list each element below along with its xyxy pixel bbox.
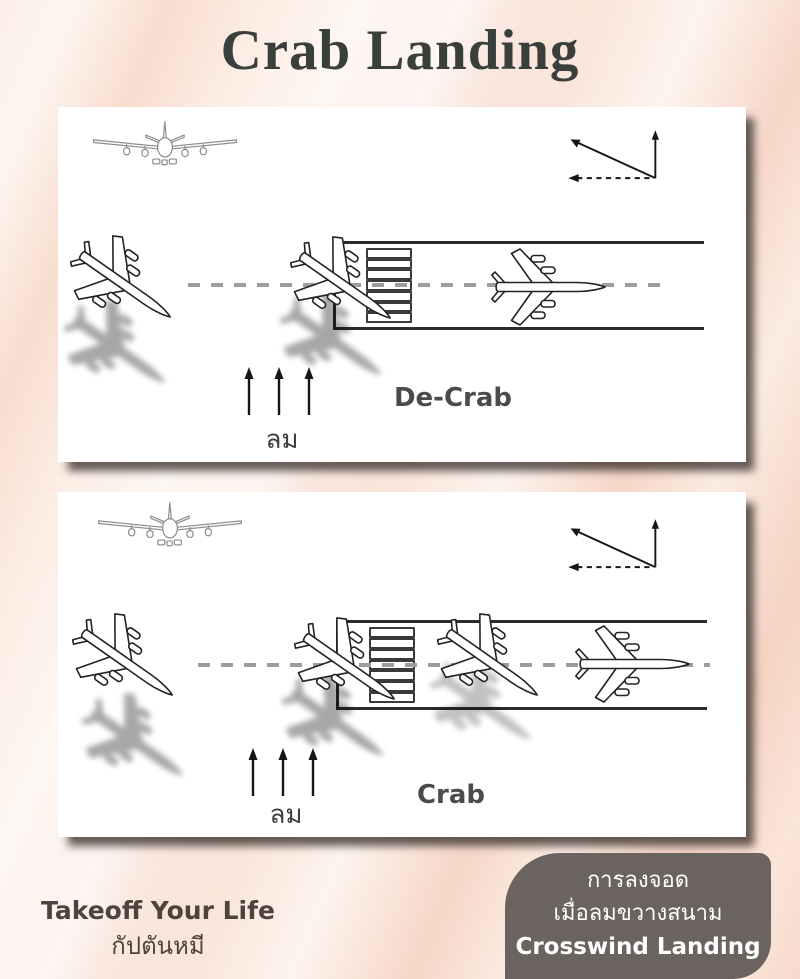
- brand-name: Takeoff Your Life: [41, 896, 275, 925]
- wind-arrow-icon: [306, 746, 320, 798]
- wind-vector-diagram-icon: [558, 119, 676, 193]
- panel-crab: [58, 492, 746, 837]
- wind-label: ลม: [265, 425, 299, 455]
- wind-arrow-icon: [272, 365, 286, 417]
- airplane-front-icon: [91, 119, 239, 173]
- topic-line-thai-2: เมื่อลมขวางสนาม: [553, 901, 723, 926]
- brand-name-thai: กัปตันหมี: [111, 931, 205, 960]
- page-title: Crab Landing: [220, 19, 580, 82]
- topic-box: [505, 853, 771, 979]
- wind-vector-diagram-icon: [558, 508, 676, 582]
- panel-decrab: [58, 107, 746, 462]
- technique-label-decrab: De-Crab: [393, 383, 513, 413]
- wind-arrow-icon: [276, 746, 290, 798]
- airplane-front-icon: [96, 500, 244, 554]
- wind-label: ลม: [269, 800, 303, 830]
- wind-arrow-icon: [242, 365, 256, 417]
- topic-line-thai-1: การลงจอด: [586, 868, 690, 893]
- technique-label-crab: Crab: [416, 780, 486, 810]
- wind-arrow-icon: [302, 365, 316, 417]
- wind-arrow-icon: [246, 746, 260, 798]
- topic-line-english: Crosswind Landing: [515, 934, 761, 960]
- brand-signature: [38, 893, 278, 963]
- airplane-aligned-touchdown: [491, 239, 611, 335]
- airplane-aligned-rollout: [575, 616, 695, 712]
